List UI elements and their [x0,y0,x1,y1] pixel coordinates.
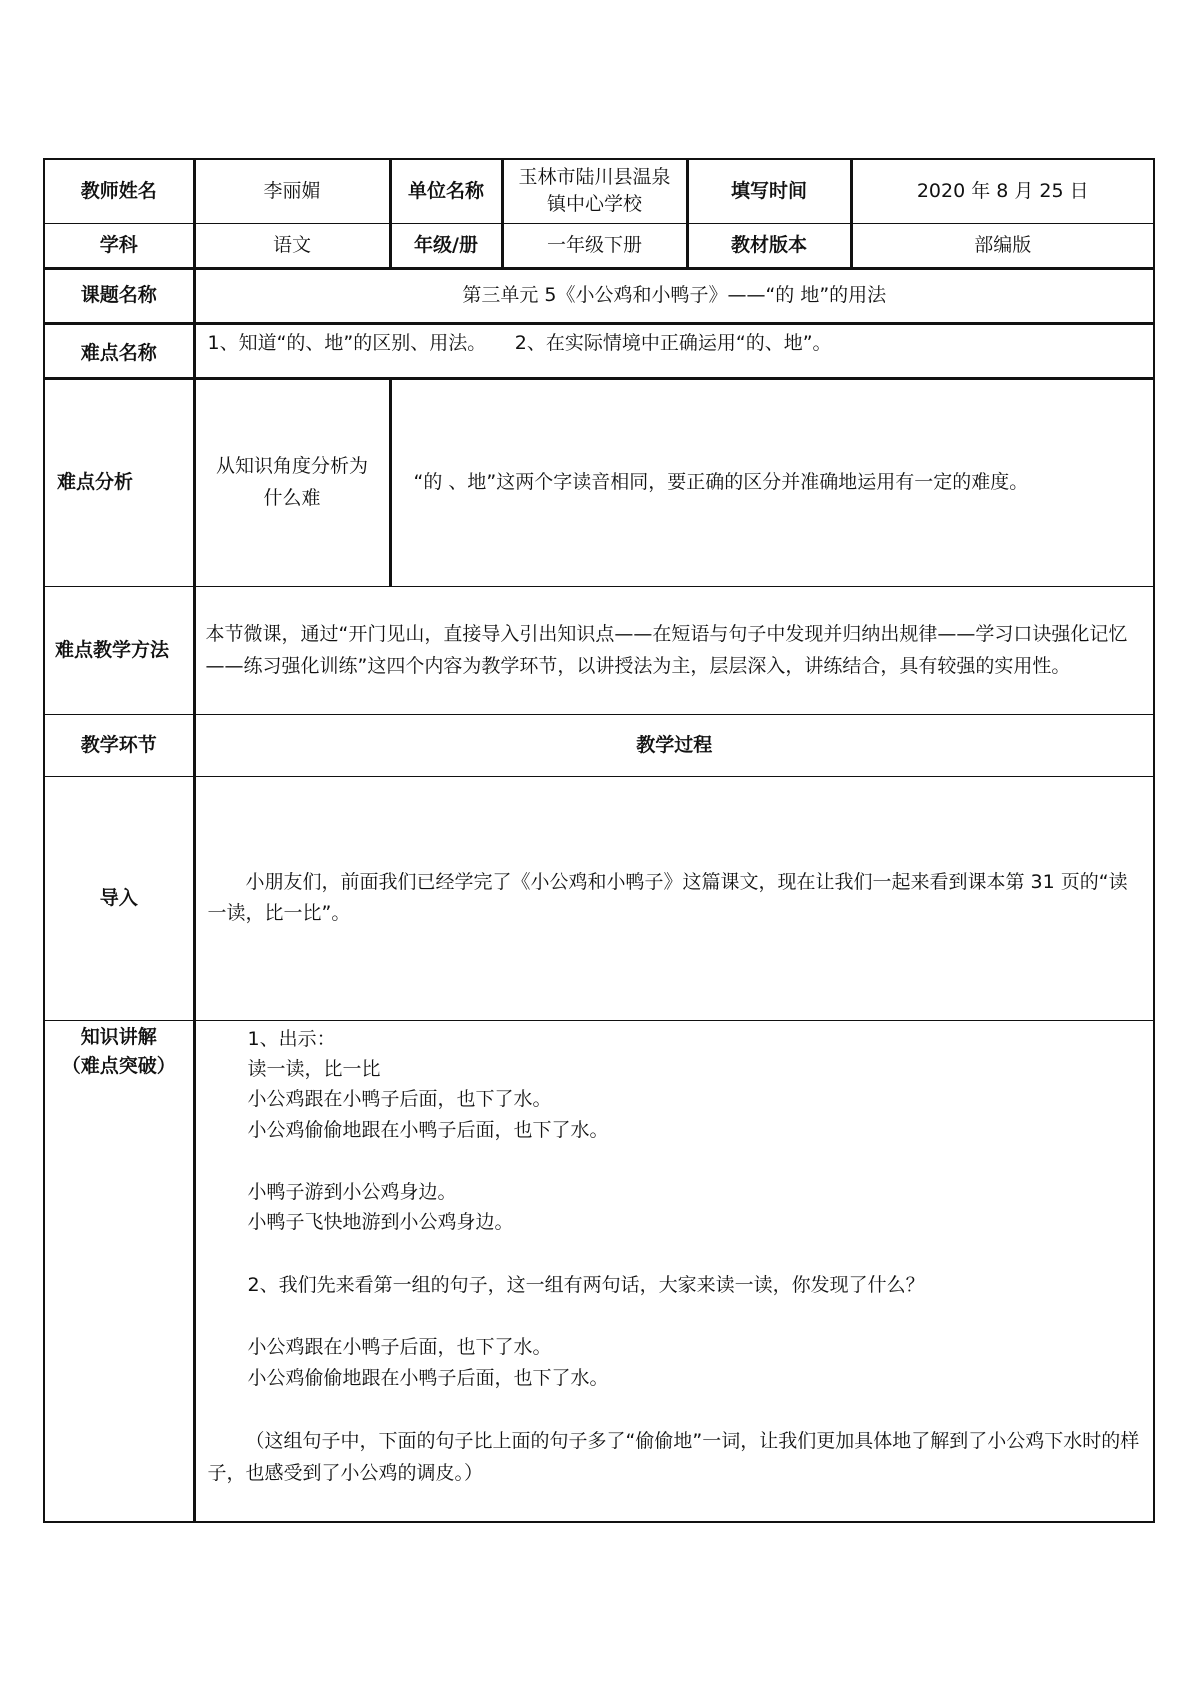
explain-line: 1、出示： [247,1027,336,1050]
explain-line: 2、我们先来看第一组的句子，这一组有两句话，大家来读一读，你发现了什么？ [247,1273,925,1296]
header-row-1 [44,159,1154,223]
subject-label: 学科 [44,223,194,268]
unit-value: 玉林市陆川县温泉镇中心学校 [502,159,687,223]
topic-label: 课题名称 [44,268,194,323]
lesson-plan-table [43,158,1155,1523]
intro-label: 导入 [44,776,194,1020]
process-header-row [44,714,1154,776]
topic-value: 第三单元 5《小公鸡和小鸭子》——“的 地”的用法 [194,268,1154,323]
subject-value: 语文 [194,223,390,268]
explain-line: 小公鸡跟在小鸭子后面，也下了水。 [247,1336,552,1359]
analysis-sub-label: 从知识角度分析为什么难 [194,378,390,586]
analysis-row [44,378,1154,586]
explain-label-line2: （难点突破） [61,1054,176,1077]
header-row-2 [44,223,1154,268]
explain-label [44,1020,194,1522]
lesson-plan-sheet [43,158,1153,1523]
method-value: 本节微课，通过“开门见山，直接导入引出知识点——在短语与句子中发现并归纳出规律——学习口诀强化记忆——练习强化训练”这四个内容为教学环节，以讲授法为主，层层深入，讲练结合，具有较强的实用性。 [194,586,1154,714]
date-value: 2020 年 8 月 25 日 [851,159,1154,223]
explain-line: 小公鸡偷偷地跟在小鸭子后面，也下了水。 [247,1118,609,1141]
difficulty-value: 1、知道“的、地”的区别、用法。 2、在实际情境中正确运用“的、地”。 [194,323,1154,378]
explain-note: （这组句子中，下面的句子比上面的句子多了“偷偷地”一词，让我们更加具体地了解到了小公鸡下水时的样子，也感受到了小公鸡的调皮。） [207,1430,1140,1485]
explain-row [44,1020,1154,1522]
explain-line: 小鸭子飞快地游到小公鸡身边。 [247,1211,514,1234]
analysis-value: “的 、地”这两个字读音相同，要正确的区分并准确地运用有一定的难度。 [390,378,1154,586]
explain-content [194,1020,1154,1522]
edition-value: 部编版 [851,223,1154,268]
grade-label: 年级/册 [390,223,502,268]
date-label: 填写时间 [687,159,851,223]
process-title: 教学过程 [194,714,1154,776]
process-stage-label: 教学环节 [44,714,194,776]
method-row [44,586,1154,714]
unit-label: 单位名称 [390,159,502,223]
analysis-label: 难点分析 [44,378,194,586]
explain-line: 读一读，比一比 [247,1057,381,1080]
explain-line: 小公鸡偷偷地跟在小鸭子后面，也下了水。 [247,1366,609,1389]
teacher-label: 教师姓名 [44,159,194,223]
method-label: 难点教学方法 [44,586,194,714]
teacher-value: 李丽媚 [194,159,390,223]
edition-label: 教材版本 [687,223,851,268]
intro-row [44,776,1154,1020]
explain-line: 小鸭子游到小公鸡身边。 [247,1181,457,1204]
topic-row [44,268,1154,323]
explain-label-line1: 知识讲解 [80,1025,157,1048]
explain-line: 小公鸡跟在小鸭子后面，也下了水。 [247,1088,552,1111]
grade-value: 一年级下册 [502,223,687,268]
difficulty-row [44,323,1154,378]
difficulty-label: 难点名称 [44,323,194,378]
intro-value: 小朋友们，前面我们已经学完了《小公鸡和小鸭子》这篇课文，现在让我们一起来看到课本第 31 页的“读一读，比一比”。 [194,776,1154,1020]
